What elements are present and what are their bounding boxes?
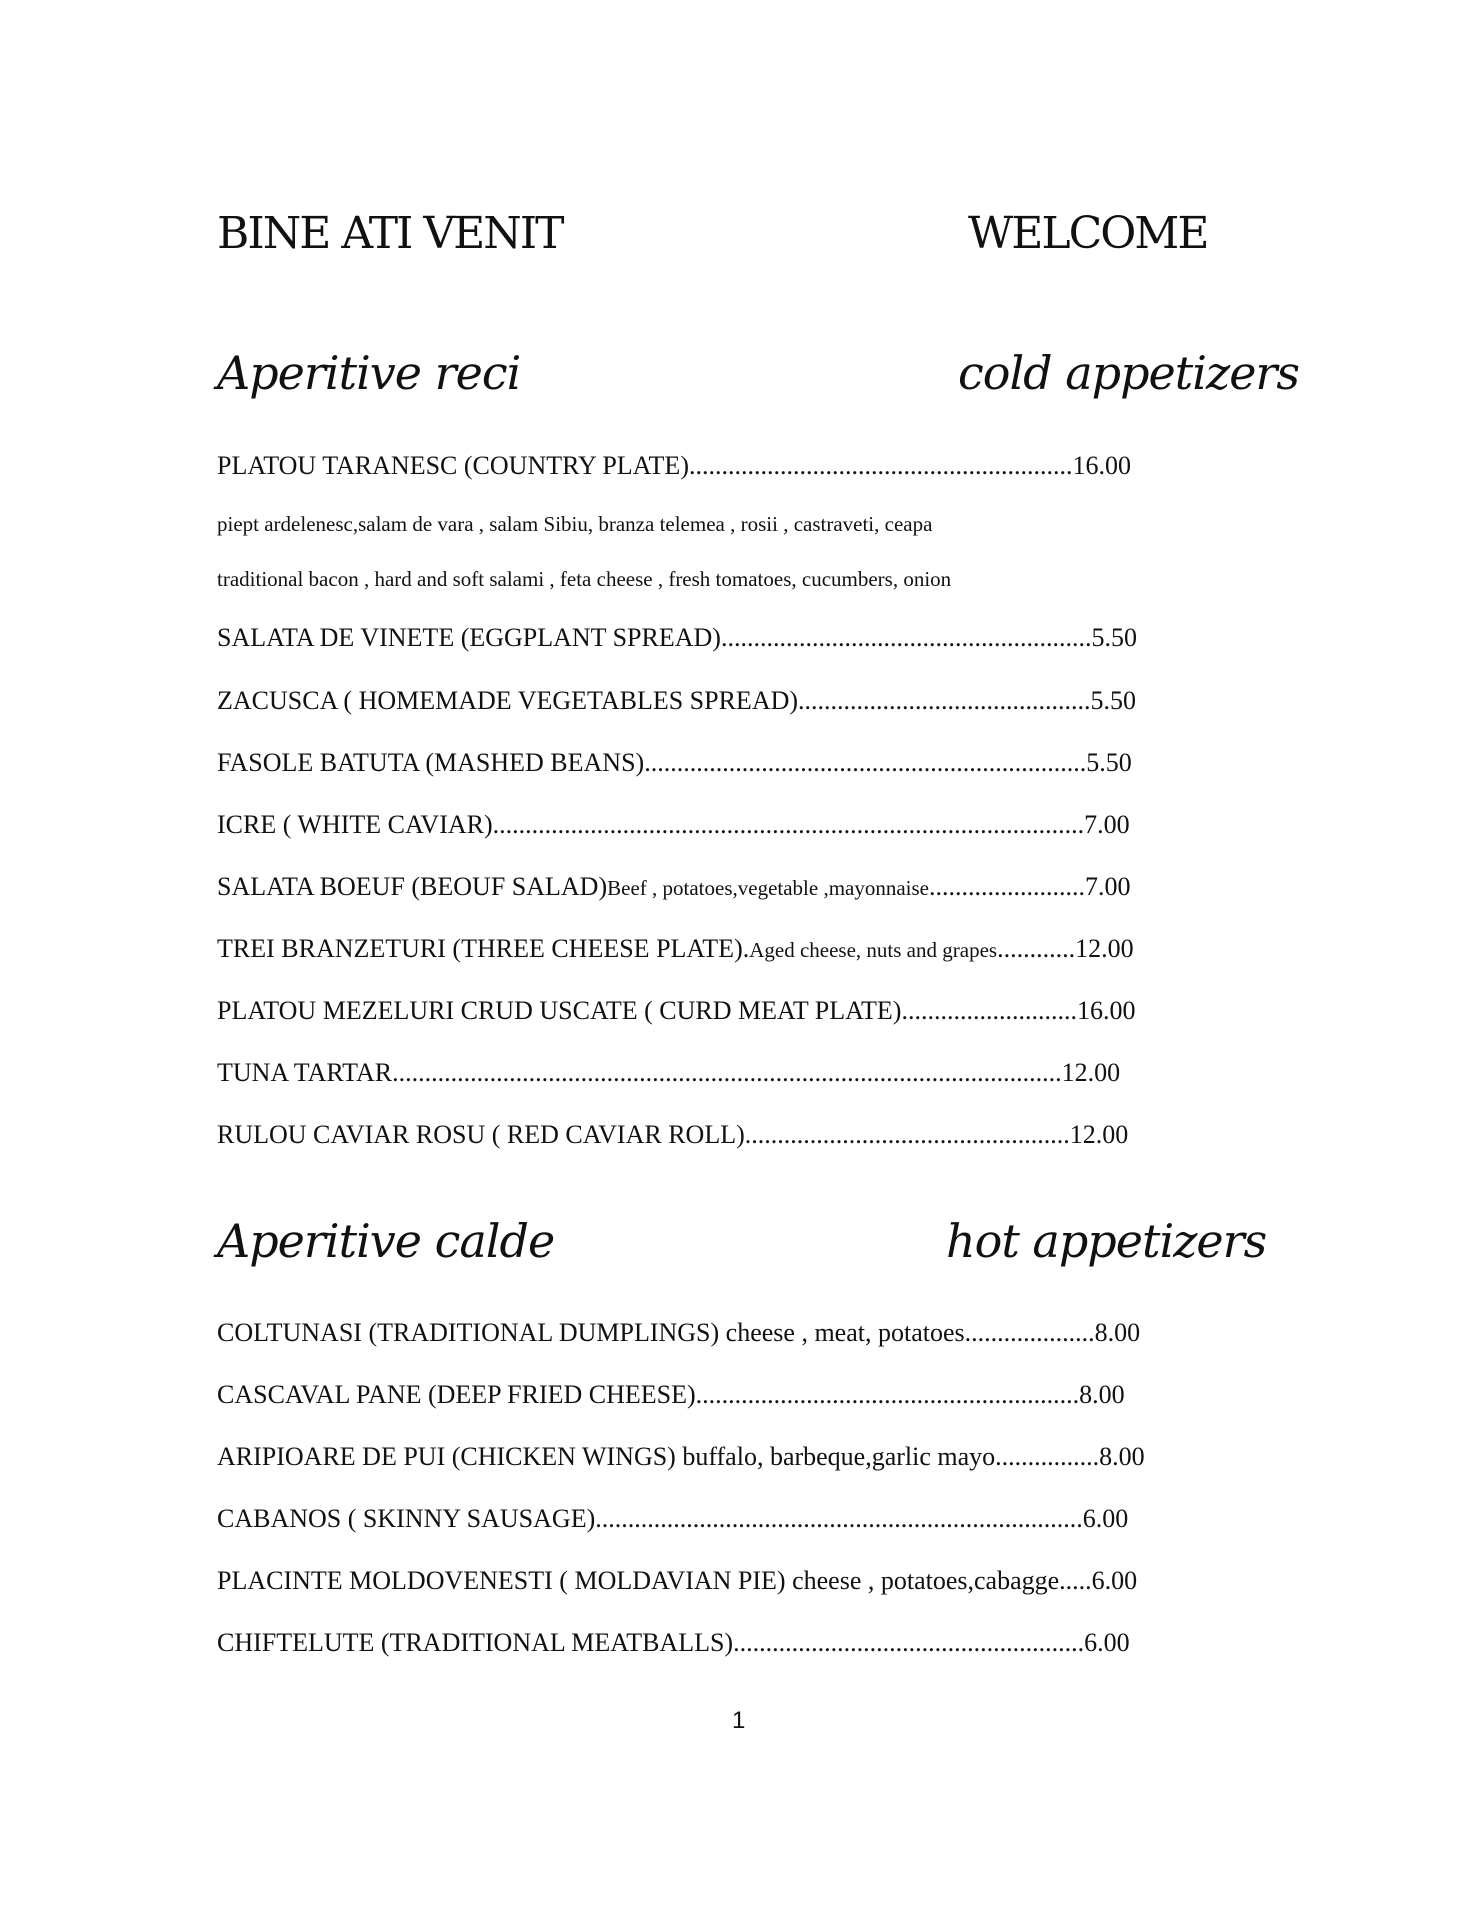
- menu-item: [217, 623, 1137, 653]
- item-leader-dots: .......................................................................................................: [392, 1058, 1062, 1087]
- item-price: 7.00: [1084, 810, 1130, 839]
- item-price: 12.00: [1061, 1058, 1121, 1087]
- item-price: 8.00: [1099, 1442, 1145, 1471]
- menu-item: [217, 1120, 1128, 1150]
- menu-item: [217, 1504, 1128, 1534]
- item-price: 5.50: [1086, 748, 1132, 777]
- item-leader-dots: ..................................................: [744, 1120, 1070, 1149]
- item-name: RULOU CAVIAR ROSU ( RED CAVIAR ROLL): [217, 1120, 745, 1149]
- item-leader-dots: ............: [997, 934, 1076, 963]
- menu-item: [217, 451, 1131, 481]
- item-leader-dots: ......................................................: [733, 1628, 1085, 1657]
- item-price: 8.00: [1094, 1318, 1141, 1347]
- item-leader-dots: .............................................: [798, 686, 1091, 715]
- menu-item: [217, 1566, 1137, 1596]
- item-leader-dots: ...........................................................................................: [492, 810, 1085, 839]
- item-price: 6.00: [1082, 1504, 1129, 1533]
- item-leader-dots: ...........................................................................: [595, 1504, 1083, 1533]
- item-leader-dots: ...........................................................: [695, 1380, 1080, 1409]
- cold-section-title-en: cold appetizers: [958, 346, 1300, 400]
- item-description-en: traditional bacon , hard and soft salami , feta cheese , fresh tomatoes, cucumbers, onion: [217, 567, 952, 591]
- item-leader-dots: .....: [1059, 1566, 1092, 1595]
- menu-item: [217, 996, 1135, 1026]
- hot-section-title-ro: Aperitive calde: [217, 1214, 555, 1268]
- menu-item: [217, 934, 1134, 965]
- item-price: 7.00: [1085, 872, 1131, 901]
- item-name: CHIFTELUTE (TRADITIONAL MEATBALLS): [217, 1628, 734, 1657]
- item-price: 8.00: [1079, 1380, 1125, 1409]
- item-price: 5.50: [1091, 623, 1137, 652]
- item-price: 6.00: [1084, 1628, 1130, 1657]
- page-number: 1: [732, 1707, 746, 1734]
- item-name: PLATOU MEZELURI CRUD USCATE ( CURD MEAT PLATE): [217, 996, 902, 1025]
- item-price: 12.00: [1069, 1120, 1129, 1149]
- welcome-title-ro: BINE ATI VENIT: [217, 208, 563, 259]
- item-leader-dots: ...........................: [901, 996, 1077, 1025]
- menu-item: [217, 686, 1136, 716]
- menu-item: [217, 810, 1130, 840]
- item-price: 16.00: [1072, 451, 1131, 480]
- menu-item: [217, 1318, 1140, 1348]
- menu-item: [217, 1628, 1130, 1658]
- item-leader-dots: ....................: [964, 1318, 1095, 1347]
- menu-item: [217, 1442, 1145, 1472]
- item-price: 5.50: [1090, 686, 1137, 715]
- item-note: Aged cheese, nuts and grapes: [749, 938, 998, 962]
- menu-item: [217, 1058, 1120, 1088]
- item-name: SALATA BOEUF (BEOUF SALAD): [217, 872, 608, 901]
- item-price: 12.00: [1075, 934, 1134, 963]
- hot-section-title-en: hot appetizers: [946, 1214, 1267, 1268]
- item-name: TREI BRANZETURI (THREE CHEESE PLATE).: [217, 934, 750, 963]
- item-name: ARIPIOARE DE PUI (CHICKEN WINGS) buffalo, barbeque,garlic mayo: [217, 1442, 996, 1471]
- item-name: CASCAVAL PANE (DEEP FRIED CHEESE): [217, 1380, 696, 1409]
- item-leader-dots: ................: [995, 1442, 1100, 1471]
- item-price: 6.00: [1091, 1566, 1138, 1595]
- item-leader-dots: ........................: [929, 872, 1086, 901]
- item-leader-dots: .........................................................: [720, 623, 1092, 652]
- item-name: ZACUSCA ( HOMEMADE VEGETABLES SPREAD): [217, 686, 799, 715]
- menu-item: [217, 748, 1132, 778]
- item-leader-dots: ....................................................................: [644, 748, 1087, 777]
- menu-item: [217, 1380, 1125, 1410]
- item-name: SALATA DE VINETE (EGGPLANT SPREAD): [217, 623, 721, 652]
- menu-item: [217, 872, 1131, 903]
- item-price: 16.00: [1076, 996, 1136, 1025]
- item-description-ro: piept ardelenesc,salam de vara , salam Sibiu, branza telemea , rosii , castraveti, ceapa: [217, 512, 933, 536]
- item-name: FASOLE BATUTA (MASHED BEANS): [217, 748, 645, 777]
- item-name: CABANOS ( SKINNY SAUSAGE): [217, 1504, 596, 1533]
- item-name: ICRE ( WHITE CAVIAR): [217, 810, 493, 839]
- item-name: TUNA TARTAR: [217, 1058, 393, 1087]
- item-name: PLACINTE MOLDOVENESTI ( MOLDAVIAN PIE) cheese , potatoes,cabagge: [217, 1566, 1060, 1595]
- item-leader-dots: ...........................................................: [688, 451, 1073, 480]
- item-name: COLTUNASI (TRADITIONAL DUMPLINGS) cheese , meat, potatoes: [217, 1318, 965, 1347]
- item-note: Beef , potatoes,vegetable ,mayonnaise: [607, 876, 930, 900]
- item-name: PLATOU TARANESC (COUNTRY PLATE): [217, 451, 689, 480]
- cold-section-title-ro: Aperitive reci: [217, 346, 521, 400]
- welcome-title-en: WELCOME: [968, 208, 1208, 259]
